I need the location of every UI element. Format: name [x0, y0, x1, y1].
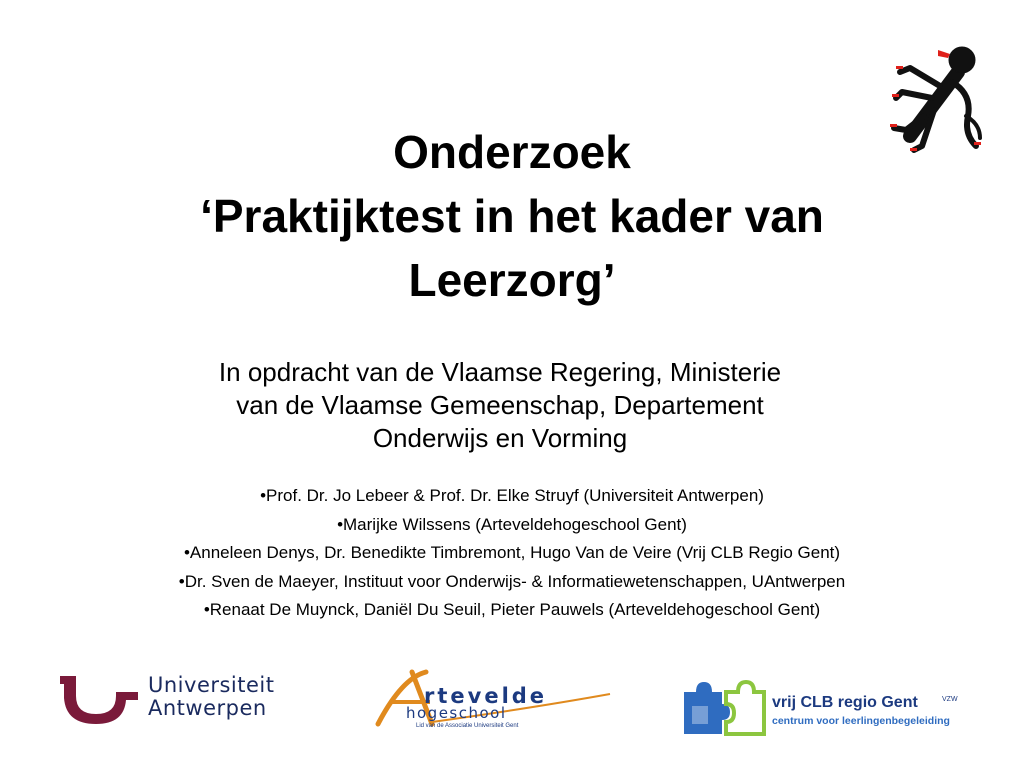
title-line: ‘Praktijktest in het kader van — [200, 190, 824, 242]
author-item: •Dr. Sven de Maeyer, Instituut voor Onderwijs- & Informatiewetenschappen, UAntwerpen — [178, 571, 846, 591]
clb-vzw: VZW — [942, 696, 958, 703]
title-line: Onderzoek — [393, 126, 631, 178]
subtitle-line: Onderwijs en Vorming — [372, 423, 628, 453]
arteveldehogeschool-logo — [372, 668, 617, 734]
author-item: •Renaat De Muynck, Daniël Du Seuil, Pieter Pauwels (Arteveldehogeschool Gent) — [203, 600, 821, 619]
author-item: •Marijke Wilssens (Arteveldehogeschool Gent) — [337, 514, 687, 534]
title-line: Leerzorg’ — [408, 254, 616, 306]
subtitle-line: In opdracht van de Vlaamse Regering, Ministerie — [218, 357, 782, 387]
universiteit-antwerpen-logo — [56, 672, 296, 728]
ua-wordmark — [148, 674, 275, 720]
slide-title — [90, 120, 934, 312]
slide-subtitle — [140, 356, 860, 455]
author-list — [40, 482, 984, 625]
artevelde-sub: hogeschool — [406, 704, 507, 722]
puzzle-icon — [680, 678, 766, 738]
artevelde-name: rtevelde — [424, 684, 548, 708]
artevelde-note: Lid van de Associatie Universiteit Gent — [416, 723, 519, 729]
subtitle-line: van de Vlaamse Gemeenschap, Departement — [236, 390, 764, 420]
author-item: •Prof. Dr. Jo Lebeer & Prof. Dr. Elke Struyf (Universiteit Antwerpen) — [260, 486, 764, 505]
author-item: •Anneleen Denys, Dr. Benedikte Timbremont, Hugo Van de Veire (Vrij CLB Regio Gent) — [183, 543, 841, 562]
clb-subtitle: centrum voor leerlingenbegeleiding — [772, 715, 950, 727]
vrij-clb-logo — [680, 678, 970, 738]
ua-logo-icon — [56, 674, 142, 726]
ua-line1: Universiteit — [148, 673, 275, 697]
clb-name: vrij CLB regio Gent — [772, 694, 918, 711]
ua-line2: Antwerpen — [148, 696, 267, 720]
